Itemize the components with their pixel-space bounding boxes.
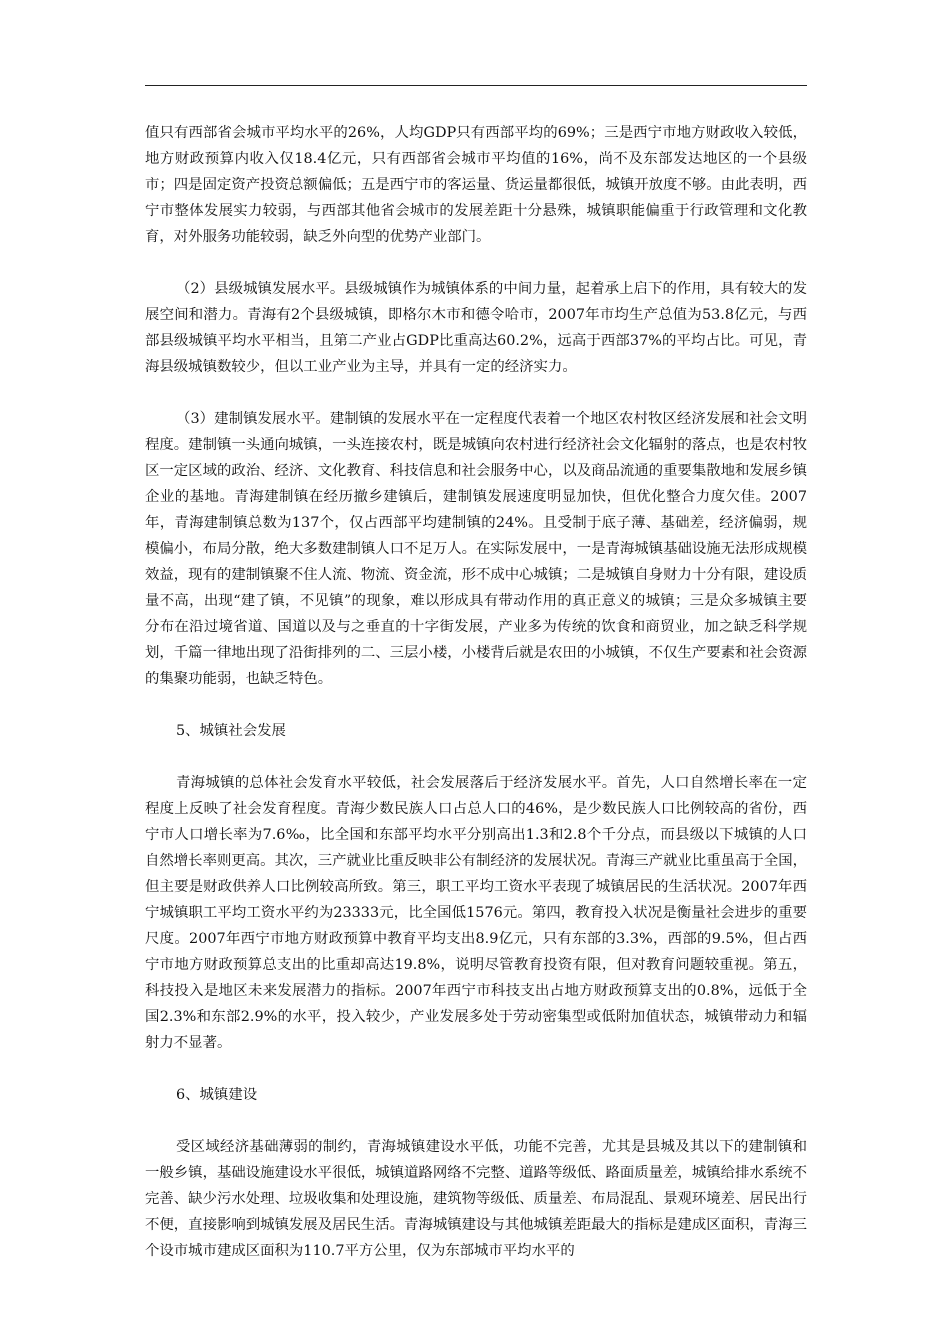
- paragraph-county-towns: （2）县级城镇发展水平。县级城镇作为城镇体系的中间力量，起着承上启下的作用，具有较大的发展空间和潜力。青海有2个县级城镇，即格尔木市和德令哈市，2007年市均生产总值为53.8亿元，与西部县级城镇平均水平相当，且第二产业占GDP比重高达60.2%，远高于西部37%的平均占比。可见，青海县级城镇数较少，但以工业产业为主导，并具有一定的经济实力。: [145, 281, 807, 375]
- paragraph-town-construction: 受区域经济基础薄弱的制约，青海城镇建设水平低，功能不完善，尤其是县城及其以下的建制镇和一般乡镇，基础设施建设水平很低，城镇道路网络不完整、道路等级低、路面质量差，城镇给排水系统不完善、缺少污水处理、垃圾收集和处理设施，建筑物等级低、质量差、布局混乱、景观环境差、居民出行不便，直接影响到城镇发展及居民生活。青海城镇建设与其他城镇差距最大的指标是建成区面积，青海三个设市城市建成区面积为110.7平方公里，仅为东部城市平均水平的: [145, 1139, 807, 1259]
- paragraph-social-development: 青海城镇的总体社会发育水平较低，社会发展落后于经济发展水平。首先，人口自然增长率在一定程度上反映了社会发育程度。青海少数民族人口占总人口的46%，是少数民族人口比例较高的省份，西宁市人口增长率为7.6‰，比全国和东部平均水平分别高出1.3和2.8个千分点，而县级以下城镇的人口自然增长率则更高。其次，三产就业比重反映非公有制经济的发展状况。青海三产就业比重虽高于全国，但主要是财政供养人口比例较高所致。第三，职工平均工资水平表现了城镇居民的生活状况。2007年西宁城镇职工平均工资水平约为23333元，比全国低1576元。第四，教育投入状况是衡量社会进步的重要尺度。2007年西宁市地方财政预算中教育平均支出8.9亿元，只有东部的3.3%，西部的9.5%，但占西宁市地方财政预算总支出的比重却高达19.8%，说明尽管教育投资有限，但对教育问题较重视。第五，科技投入是地区未来发展潜力的指标。2007年西宁市科技支出占地方财政预算支出的0.8%，远低于全国2.3%和东部2.9%的水平，投入较少，产业发展多处于劳动密集型或低附加值状态，城镇带动力和辐射力不显著。: [145, 775, 807, 1051]
- section-heading-town-construction: 6、城镇建设: [176, 1087, 258, 1103]
- section-heading-social-development: 5、城镇社会发展: [176, 723, 286, 739]
- paragraph-xining-economy: 值只有西部省会城市平均水平的26%，人均GDP只有西部平均的69%；三是西宁市地方财政收入较低，地方财政预算内收入仅18.4亿元，只有西部省会城市平均值的16%，尚不及东部发达地区的一个县级市；四是固定资产投资总额偏低；五是西宁市的客运量、货运量都很低，城镇开放度不够。由此表明，西宁市整体发展实力较弱，与西部其他省会城市的发展差距十分悬殊，城镇职能偏重于行政管理和文化教育，对外服务功能较弱，缺乏外向型的优势产业部门。: [145, 125, 807, 245]
- header-rule: [145, 85, 807, 86]
- document-body: [145, 120, 807, 1264]
- paragraph-designated-towns: （3）建制镇发展水平。建制镇的发展水平在一定程度代表着一个地区农村牧区经济发展和社会文明程度。建制镇一头通向城镇，一头连接农村，既是城镇向农村进行经济社会文化辐射的落点，也是农村牧区一定区域的政治、经济、文化教育、科技信息和社会服务中心，以及商品流通的重要集散地和发展乡镇企业的基地。青海建制镇在经历撤乡建镇后，建制镇发展速度明显加快，但优化整合力度欠佳。2007年，青海建制镇总数为137个，仅占西部平均建制镇的24%。且受制于底子薄、基础差，经济偏弱，规模偏小，布局分散，绝大多数建制镇人口不足万人。在实际发展中，一是青海城镇基础设施无法形成规模效益，现有的建制镇聚不住人流、物流、资金流，形不成中心城镇；二是城镇自身财力十分有限，建设质量不高，出现“建了镇，不见镇”的现象，难以形成具有带动作用的真正意义的城镇；三是众多城镇主要分布在沿过境省道、国道以及与之垂直的十字街发展，产业多为传统的饮食和商贸业，加之缺乏科学规划，千篇一律地出现了沿街排列的二、三层小楼，小楼背后就是农田的小城镇，不仅生产要素和社会资源的集聚功能弱，也缺乏特色。: [145, 411, 807, 687]
